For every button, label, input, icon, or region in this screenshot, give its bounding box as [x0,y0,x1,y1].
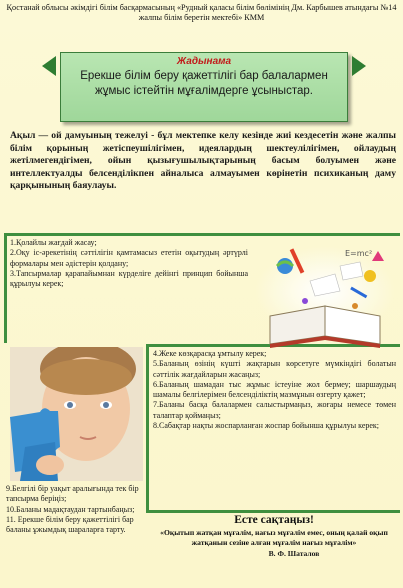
remember-quote: «Оқытып жатқан мұғалім, нағыз мұғалім емес, оның қалай оқып жатқанын сезіне алған мұғалім нағыз мұғалім» [160,528,388,547]
remember-section [150,514,398,558]
divider-bottom [146,510,400,513]
arrow-left-icon [42,56,56,76]
title-box [60,52,348,122]
list-item: 6.Баланың шамадан тыс жұмыс істеуіне жол бермеу; шаршаудың шамалы белгілерімен белсенділіктің мазмұнын өзгерту қажет; [153,379,396,400]
remember-title: Есте сақтаңыз! [234,514,314,526]
list-item: 11. Ерекше білім беру қажеттілігі бар баланы ұжымдық шараларға тарту. [6,514,134,535]
remember-author: В. Ф. Шаталов [268,549,320,558]
child-puzzle-photo [10,347,143,481]
arrow-right-icon [352,56,366,76]
recommendation-list-middle [153,349,396,431]
list-item: 4.Жеке көзқарасқа ұмтылу керек; [153,349,267,358]
list-item: 8.Сабақтар нақты жоспарланған жоспар бойынша құрылуы керек; [153,421,380,431]
list-item: 2.Оқу іс-әрекетінің сәттілігін қамтамасыз ететін оқытудың әртүрлі формалары мен әдістерін қолдану; [10,248,248,268]
recommendation-list-bottom [6,484,148,535]
svg-text:E=mc²: E=mc² [345,249,373,258]
list-item: 1.Қолайлы жағдай жасау; [10,238,97,247]
list-item: 3.Тапсырмалар қарапайымнан күрделіге дейінгі принцип бойынша құрылуы керек; [10,268,248,289]
list-item: 10.Баланы мадақтаудан тартынбаңыз; [6,504,135,514]
recommendation-list-top [10,238,248,289]
list-item: 7.Баланы басқа балалармен салыстырмаңыз, жоғары немесе төмен талаптар қоймаңыз; [153,400,396,420]
list-item: 5.Баланың өзінің күшті жақтарын көрсетуге мүмкіндігі болатын сәттілік жағдайларын жасаңыз; [153,359,396,379]
intro-paragraph: Ақыл — ой дамуының тежелуі - бұл мектепке келу кезінде жиі кездесетін және жалпы білім қорының жетіспеушілігімен, идеялардың шектеулілігімен, ойлаудың жетілмегендігімен, ойын қызығушылықтарының басым болуымен және интеллектуалды белсенділікпен айналыса алмауымен көрінетін психиканың даму қарқынының баяулауы. [10,130,396,191]
school-header: Қостанай облысы әкімдігі білім басқармасының «Рудный қаласы білім бөлімінің Дм. Карбышев атындағы №14 жалпы білім беретін мектебі» КММ [6,3,397,22]
book-illustration [250,236,400,354]
title-word: Жадынама [176,56,232,67]
list-item: 9.Белгілі бір уақыт аралығында тек бір тапсырма беріңіз; [6,484,139,504]
frame-left [4,233,7,343]
title-text: Ерекше білім беру қажеттілігі бар балалармен жұмыс істейтін мұғалімдерге ұсыныстар. [80,70,328,97]
